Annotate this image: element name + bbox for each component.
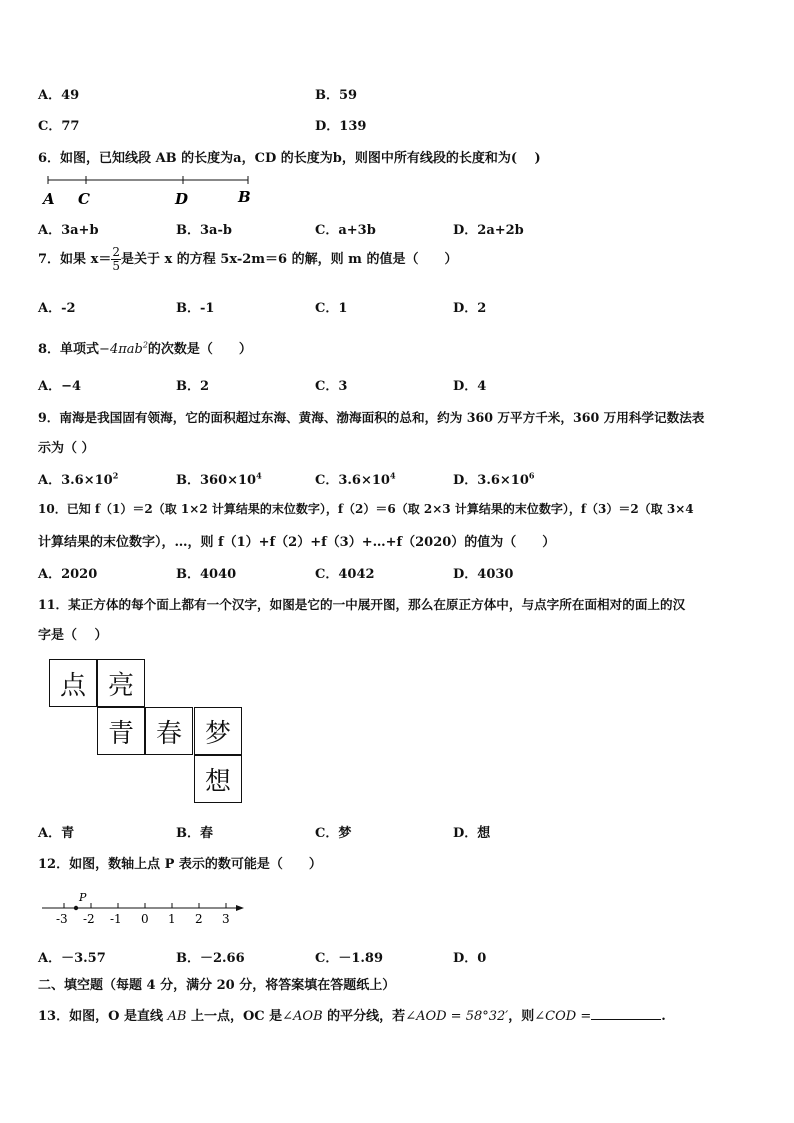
q12-option-a[interactable]: A．－3.57 — [38, 951, 106, 966]
tick-label: -2 — [83, 912, 95, 926]
q10-option-a[interactable]: A．2020 — [38, 567, 98, 582]
q7-option-d[interactable]: D．2 — [453, 301, 487, 316]
tick-label: 2 — [195, 912, 203, 926]
q5-option-b[interactable]: B．59 — [315, 88, 358, 103]
q11-option-d[interactable]: D．想 — [453, 826, 491, 841]
q6-segment-figure — [38, 170, 268, 210]
answer-blank[interactable] — [591, 1007, 661, 1020]
tick-label: -3 — [56, 912, 68, 926]
point-p-marker — [74, 906, 78, 910]
point-c-label: C — [78, 190, 90, 208]
q8-option-b[interactable]: B．2 — [176, 379, 210, 394]
q7-option-b[interactable]: B．-1 — [176, 301, 215, 316]
q12-option-c[interactable]: C．－1.89 — [315, 951, 384, 966]
q9-question-line1: 9．南海是我国固有领海，它的面积超过东海、黄海、渤海面积的总和，约为 360 万平方千米，360 万用科学记数法表 — [38, 410, 705, 425]
q8-option-d[interactable]: D．4 — [453, 379, 487, 394]
net-face: 梦 — [194, 707, 242, 755]
tick-label: -1 — [110, 912, 122, 926]
q10-option-b[interactable]: B．4040 — [176, 567, 237, 582]
q11-option-a[interactable]: A．青 — [38, 826, 75, 841]
q6-option-d[interactable]: D．2a+2b — [453, 223, 524, 238]
q6-option-a[interactable]: A．3a+b — [38, 223, 99, 238]
point-a-label: A — [43, 190, 55, 208]
point-p-label: P — [79, 891, 87, 904]
q11-option-c[interactable]: C．梦 — [315, 826, 352, 841]
net-face: 青 — [97, 707, 145, 755]
q9-option-b[interactable]: B．$360\times 10^4$ — [176, 470, 262, 488]
point-b-label: B — [238, 188, 251, 206]
q6-question: 6．如图，已知线段 AB 的长度为a，CD 的长度为b，则图中所有线段的长度和为( ) — [38, 151, 541, 166]
net-face: 点 — [49, 659, 97, 707]
q10-question-line1: 10．已知 f（1）＝2（取 1×2 计算结果的末位数字），f（2）＝6（取 2×3 计算结果的末位数字），f（3）＝2（取 3×4 — [38, 502, 694, 516]
fraction: $\frac{2}{5}$ — [112, 245, 120, 273]
q12-question: 12．如图，数轴上点 P 表示的数可能是（ ） — [38, 857, 322, 872]
q7-question: 7．如果 x＝ $\frac{2}{5}$ 是关于 x 的方程 5x-2m＝6 的解，则 m 的值是（ ） — [38, 245, 458, 273]
q11-question-line2: 字是（ ） — [38, 628, 108, 643]
q5-option-a[interactable]: A．49 — [38, 88, 80, 103]
tick-label: 3 — [222, 912, 230, 926]
q10-option-c[interactable]: C．4042 — [315, 567, 375, 582]
q5-option-c[interactable]: C．77 — [38, 119, 80, 134]
q12-option-d[interactable]: D．0 — [453, 951, 487, 966]
number-line-figure — [38, 886, 248, 928]
q11-question-line1: 11．某正方体的每个面上都有一个汉字，如图是它的一中展开图，那么在原正方体中，与点字所在面相对的面上的汉 — [38, 597, 686, 612]
q13-question: 13．如图，O 是直线 AB 上一点，OC 是∠AOB 的平分线，若∠AOD = 58°32′，则∠COD = . — [38, 1009, 666, 1024]
q9-option-a[interactable]: A．$3.6\times 10^2$ — [38, 470, 119, 488]
point-d-label: D — [175, 190, 189, 208]
net-face: 春 — [145, 707, 193, 755]
q9-option-d[interactable]: D．$3.6\times 10^6$ — [453, 470, 535, 488]
q12-option-b[interactable]: B．－2.66 — [176, 951, 245, 966]
section-heading: 二、填空题（每题 4 分，满分 20 分，将答案填在答题纸上） — [38, 978, 396, 993]
tick-label: 0 — [141, 912, 149, 926]
q8-option-c[interactable]: C．3 — [315, 379, 348, 394]
q9-option-c[interactable]: C．$3.6\times 10^4$ — [315, 470, 396, 488]
q7-option-a[interactable]: A．-2 — [38, 301, 76, 316]
q8-question: 8．单项式−4πab$^2$的次数是（ ） — [38, 340, 252, 357]
q10-option-d[interactable]: D．4030 — [453, 567, 514, 582]
q6-option-b[interactable]: B．3a-b — [176, 223, 232, 238]
q9-question-line2: 示为（ ） — [38, 441, 95, 456]
net-face: 亮 — [97, 659, 145, 707]
q8-option-a[interactable]: A．−4 — [38, 379, 82, 394]
q5-option-d[interactable]: D．139 — [315, 119, 367, 134]
net-face: 想 — [194, 755, 242, 803]
q7-option-c[interactable]: C．1 — [315, 301, 348, 316]
q6-option-c[interactable]: C．a+3b — [315, 223, 376, 238]
q11-option-b[interactable]: B．春 — [176, 826, 213, 841]
tick-label: 1 — [168, 912, 176, 926]
q10-question-line2: 计算结果的末位数字），…，则 f（1）+f（2）+f（3）+…+f（2020）的值为（ ） — [38, 535, 556, 550]
